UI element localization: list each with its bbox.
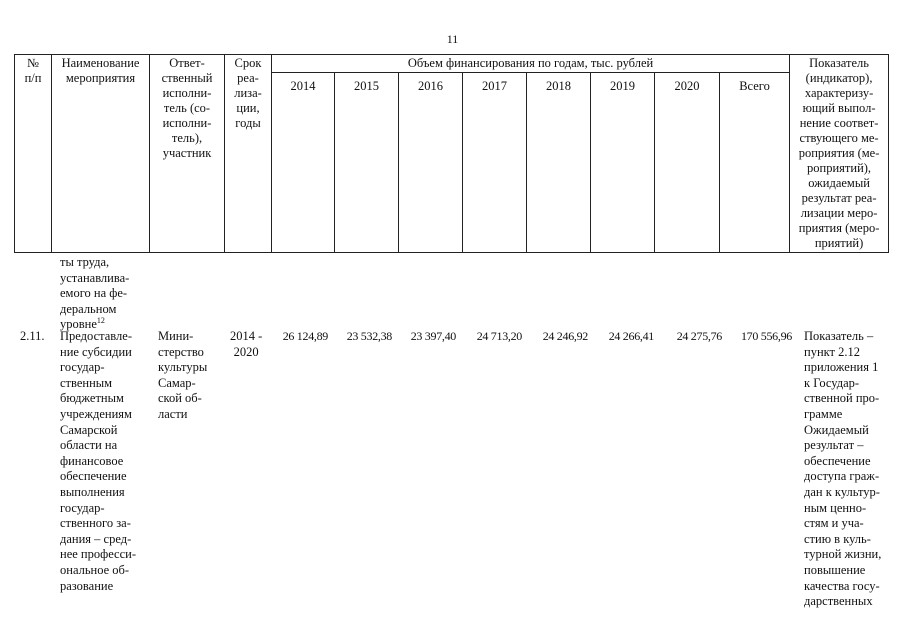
value-2014: 26 124,89 [282, 329, 328, 343]
header-year-2016: 2016 [399, 73, 463, 253]
header-year-2015: 2015 [335, 73, 399, 253]
header-year-2019: 2019 [591, 73, 655, 253]
row-indicator: Показатель – пункт 2.12 приложения 1 к Государ- ственной про- грамме Ожидаемый результат – обеспечение доступа граж- дан к культур- ным ценно- стям и уча- стию в куль- турной жизни, повышение качества госу- дарственных [804, 329, 882, 609]
row-term: 2014 - 2020 [230, 329, 263, 359]
header-year-2020: 2020 [655, 73, 720, 253]
value-2015: 23 532,38 [346, 329, 392, 343]
row-name: Предоставле- ние субсидии государ- ственным бюджетным учреждениям Самарской области на финансовое обеспечение выполнения государ- ственного за- дания – сред- нее професси- ональное об- разование [60, 329, 137, 593]
header-name: Наименование мероприятия [52, 55, 150, 253]
footnote-ref: 12 [96, 316, 105, 326]
page-number: 11 [446, 32, 459, 46]
value-total: 170 556,96 [740, 329, 792, 343]
row-responsible: Мини- стерство культуры Самар- ской об- ласти [158, 329, 208, 421]
value-2019: 24 266,41 [608, 329, 654, 343]
header-term: Срок реа- лиза- ции, годы [225, 55, 272, 253]
continuation-cell [60, 255, 129, 333]
value-2020: 24 275,76 [676, 329, 722, 343]
value-2016: 23 397,40 [410, 329, 456, 343]
header-indicator: Показатель (индикатор), характеризу- ющий выпол- нение соответ- ствующего ме- роприятия (ме- роприятий), ожидаемый результат реа- лизации меро- приятия (меро- приятий) [790, 55, 889, 253]
header-funding: Объем финансирования по годам, тыс. рублей [272, 55, 790, 73]
row-number: 2.11. [20, 329, 45, 343]
continuation-text: ты труда, устанавлива- емого на фе- деральном уровне [60, 255, 130, 332]
header-year-2014: 2014 [272, 73, 335, 253]
value-2017: 24 713,20 [476, 329, 522, 343]
header-total: Всего [720, 73, 790, 253]
header-year-2017: 2017 [463, 73, 527, 253]
header-year-2018: 2018 [527, 73, 591, 253]
header-responsible: Ответ- ственный исполни- тель (со- исполни- тель), участник [150, 55, 225, 253]
header-num: № п/п [15, 55, 52, 253]
table-header [14, 54, 889, 253]
value-2018: 24 246,92 [542, 329, 588, 343]
